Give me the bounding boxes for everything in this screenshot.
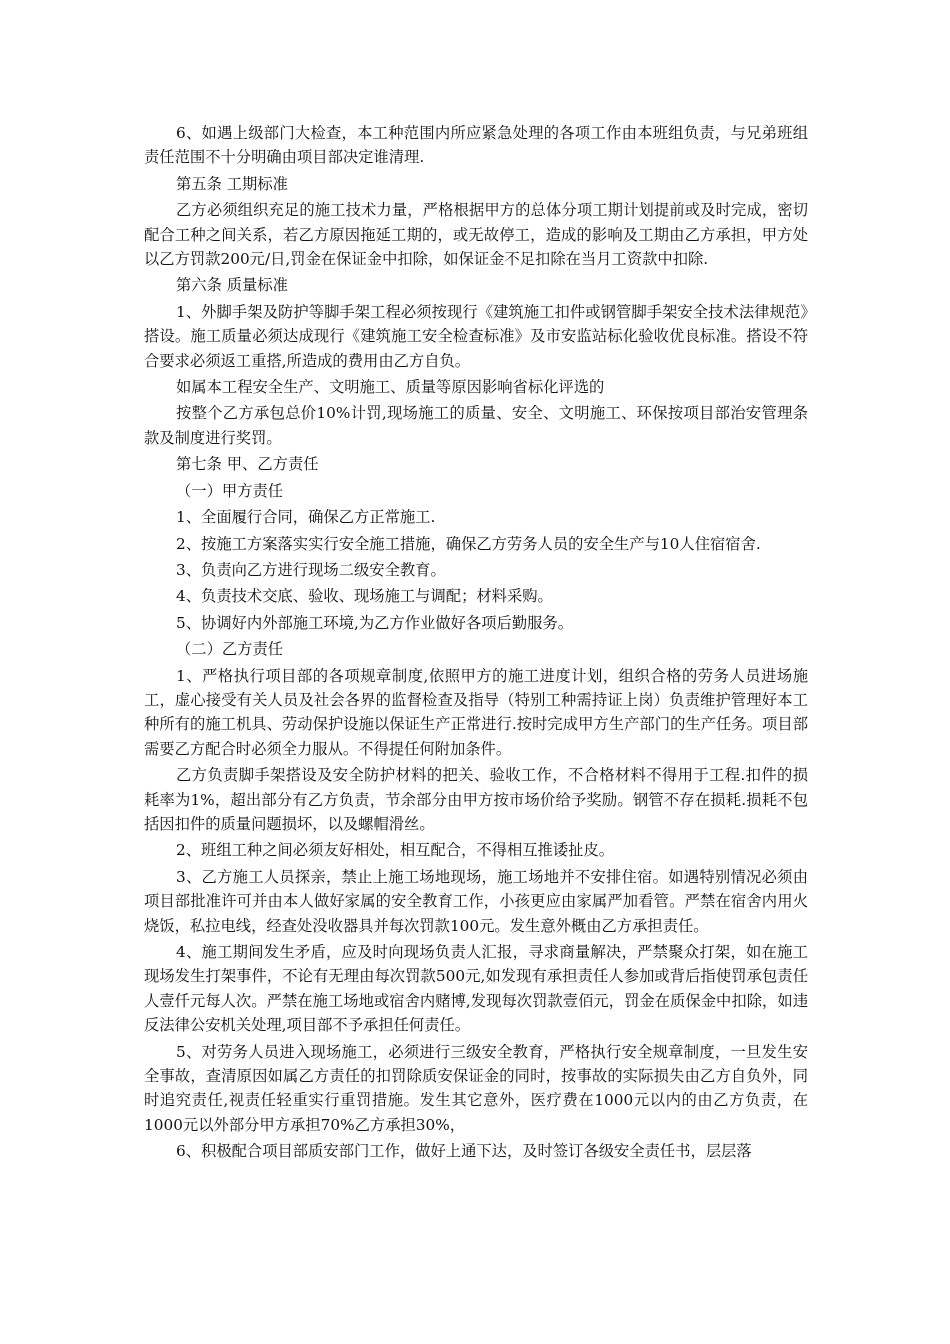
party-b-item-6: 6、积极配合项目部质安部门工作，做好上通下达，及时签订各级安全责任书，层层落: [176, 1142, 752, 1161]
paragraph-quality-1: 1、外脚手架及防护等脚手架工程必须按现行《建筑施工扣件或钢管脚手架安全技术法律规范》搭设。施工质量必须达成现行《建筑施工安全检查标准》及市安监站标化验收优良标准。搭设不符合要求必须返工重搭,所造成的费用由乙方自负。: [144, 302, 808, 370]
party-a-item-2: 2、按施工方案落实实行安全施工措施，确保乙方劳务人员的安全生产与10人住宿宿舍.: [176, 534, 761, 553]
party-a-item-5: 5、协调好内外部施工环境,为乙方作业做好各项后勤服务。: [176, 613, 574, 632]
paragraph-item-6-inspection: 6、如遇上级部门大检查，本工种范围内所应紧急处理的各项工作由本班组负责，与兄弟班组责任范围不十分明确由项目部决定谁清理.: [144, 124, 808, 167]
party-b-item-1: 1、严格执行项目部的各项规章制度,依照甲方的施工进度计划，组织合格的劳务人员进场施工，虚心接受有关人员及社会各界的监督检查及指导（特别工种需持证上岗）负责维护管理好本工种所有的施工机具、劳动保护设施以保证生产正常进行.按时完成甲方生产部门的生产任务。项目部需要乙方配合时必须全力服从。不得提任何附加条件。: [144, 666, 808, 758]
party-b-item-3: 3、乙方施工人员探亲，禁止上施工场地现场，施工场地并不安排住宿。如遇特别情况必须由项目部批准许可并由本人做好家属的安全教育工作，小孩更应由家属严加看管。严禁在宿舍内用火烧饭，私拉电线，经查处没收器具并每次罚款100元。发生意外概由乙方承担责任。: [144, 867, 808, 935]
paragraph-quality-3: 按整个乙方承包总价10%计罚,现场施工的质量、安全、文明施工、环保按项目部治安管理条款及制度进行奖罚。: [144, 404, 808, 447]
paragraph-quality-2: 如属本工程安全生产、文明施工、质量等原因影响省标化评选的: [176, 378, 605, 397]
party-b-item-5: 5、对劳务人员进入现场施工，必须进行三级安全教育，严格执行安全规章制度，一旦发生安全事故，查清原因如属乙方责任的扣罚除质安保证金的同时，按事故的实际损失由乙方自负外，同时追究责任,视责任轻重实行重罚措施。发生其它意外，医疗费在1000元以内的由乙方负责，在1000元以外部分甲方承担70%乙方承担30%，: [144, 1042, 808, 1134]
party-a-item-1: 1、全面履行合同，确保乙方正常施工.: [176, 508, 436, 527]
paragraph-schedule: 乙方必须组织充足的施工技术力量，严格根据甲方的总体分项工期计划提前或及时完成，密切配合工种之间关系，若乙方原因拖延工期的，或无故停工，造成的影响及工期由乙方承担，甲方处以乙方罚款200元/日,罚金在保证金中扣除，如保证金不足扣除在当月工资款中扣除.: [144, 201, 808, 269]
party-b-item-1-materials: 乙方负责脚手架搭设及安全防护材料的把关、验收工作，不合格材料不得用于工程.扣件的损耗率为1%，超出部分有乙方负责，节余部分由甲方按市场价给予奖励。钢管不存在损耗.损耗不包括因扣件的质量问题损坏，以及螺帽滑丝。: [144, 766, 808, 833]
section-heading-7-duties: 第七条 甲、乙方责任: [176, 455, 319, 474]
party-b-item-4: 4、施工期间发生矛盾，应及时向现场负责人汇报，寻求商量解决，严禁聚众打架，如在施工现场发生打架事件，不论有无理由每次罚款500元,如发现有承担责任人参加或背后指使罚承包责任人壹仟元每人次。严禁在施工场地或宿舍内赌博,发现每次罚款壹佰元，罚金在质保金中扣除，如违反法律公安机关处理,项目部不予承担任何责任。: [144, 943, 808, 1035]
subheading-party-b: （二）乙方责任: [176, 640, 284, 659]
subheading-party-a: （一）甲方责任: [176, 481, 284, 500]
section-heading-6-quality: 第六条 质量标准: [176, 276, 288, 295]
section-heading-5-schedule: 第五条 工期标准: [176, 174, 288, 193]
party-a-item-4: 4、负责技术交底、验收、现场施工与调配；材料采购。: [176, 587, 553, 606]
document-body: [144, 121, 808, 1164]
party-b-item-2: 2、班组工种之间必须友好相处，相互配合，不得相互推诿扯皮。: [176, 841, 615, 860]
party-a-item-3: 3、负责向乙方进行现场二级安全教育。: [176, 560, 446, 579]
